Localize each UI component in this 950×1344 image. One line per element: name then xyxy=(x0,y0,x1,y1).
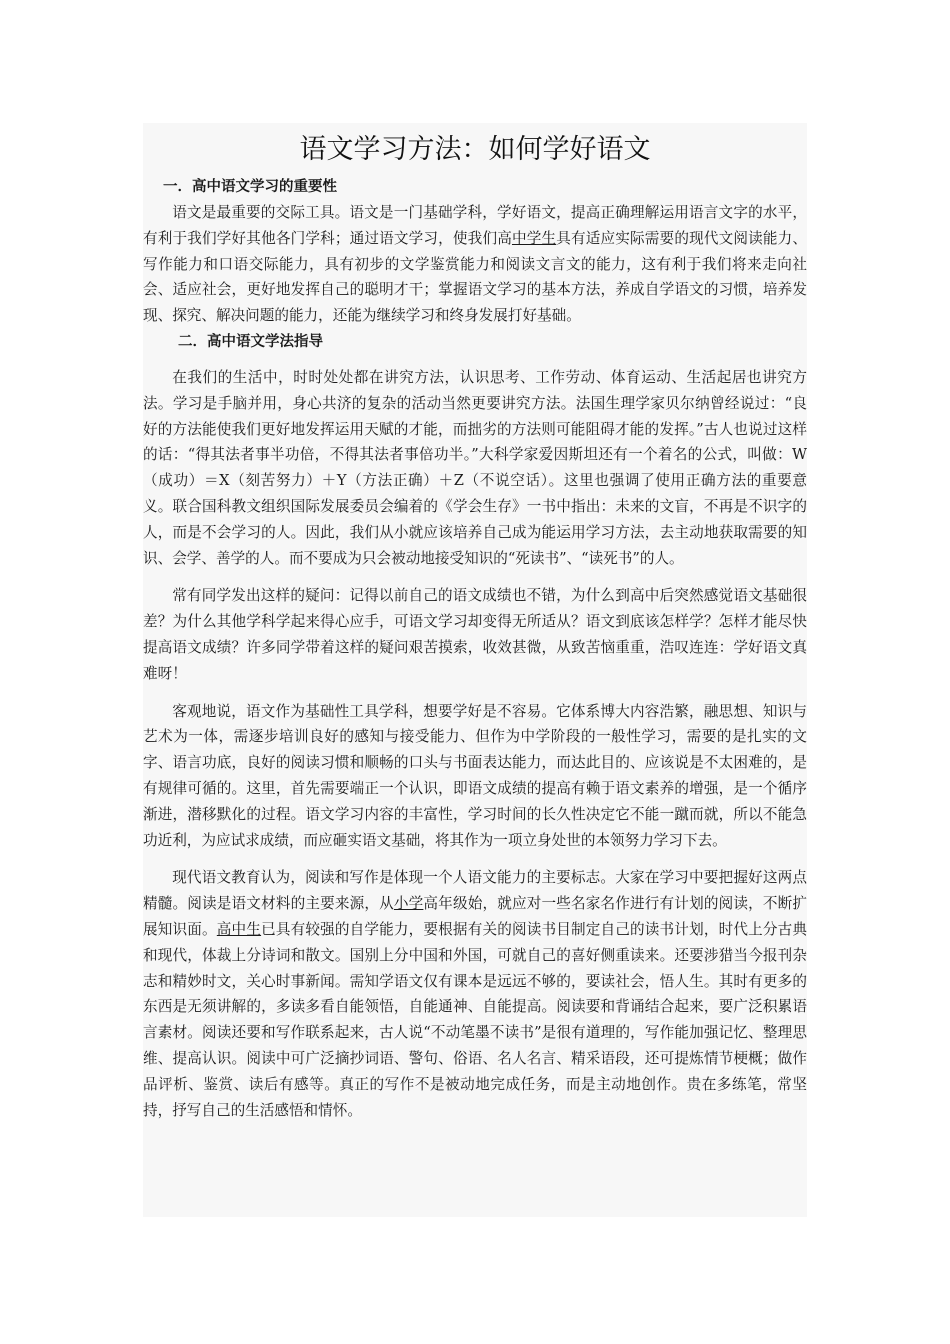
document-title: 语文学习方法：如何学好语文 xyxy=(299,134,651,165)
paragraph-text: 已具有较强的自学能力，要根据有关的阅读书目制定自己的读书计划，时代上分古典和现代，体裁上分诗词和散文。国别上分中国和外国，可就自己的喜好侧重读来。还要涉猎当今报刊杂志和精妙时文，关心时事新闻。需知学语文仅有课本是远远不够的，要读社会，悟人生。其时有更多的东西是无须讲解的，多读多看自能领悟，自能通神、自能提高。阅读要和背诵结合起来，要广泛积累语言素材。阅读还要和写作联系起来，古人说“不动笔墨不读书”是很有道理的，写作能加强记忆、整理思维、提高认识。阅读中可广泛摘抄词语、警句、俗语、名人名言、精采语段，还可提炼情节梗概；做作品评析、鉴赏、读后有感等。真正的写作不是被动地完成任务，而是主动地创作。贵在多练笔，常坚持，抒写自己的生活感悟和情怀。 xyxy=(143,920,807,1119)
paragraph-importance xyxy=(143,200,807,329)
link-middle-school-student[interactable]: 中学生 xyxy=(511,229,557,247)
section-heading-importance: 一．高中语文学习的重要性 xyxy=(163,179,337,195)
paragraph-method: 在我们的生活中，时时处处都在讲究方法，认识思考、工作劳动、体育运动、生活起居也讲究方法。学习是手脑并用，身心共济的复杂的活动当然更要讲究方法。法国生理学家贝尔纳曾经说过：“良好的方法能使我们更好地发挥运用天赋的才能，而拙劣的方法则可能阻碍才能的发挥。”古人也说过这样的话：“得其法者事半功倍，不得其法者事倍功半。”大科学家爱因斯坦还有一个着名的公式，叫做：W（成功）＝X（刻苦努力）＋Y（方法正确）＋Z（不说空话）。这里也强调了使用正确方法的重要意义。联合国科教文组织国际发展委员会编着的《学会生存》一书中指出：未来的文盲，不再是不识字的人，而是不会学习的人。因此，我们从小就应该培养自己成为能运用学习方法，去主动地获取需要的知识、会学、善学的人。而不要成为只会被动地接受知识的“死读书”、“读死书”的人。 xyxy=(143,368,807,567)
paragraph-text: 语文是最重要的交际工具。语文是一门基础学科，学好语文，提高正确理解运用语言文字的水平，有利于我们学好其他各门学科；通过语文学习，使我们高 xyxy=(143,204,807,247)
paragraph-questions: 常有同学发出这样的疑问：记得以前自己的语文成绩也不错，为什么到高中后突然感觉语文基础很差？为什么其他学科学起来得心应手，可语文学习却变得无所适从？语文到底该怎样学？怎样才能尽快提高语文成绩？许多同学带着这样的疑问艰苦摸索，收效甚微，从致苦恼重重，浩叹连连：学好语文真难呀！ xyxy=(143,587,807,682)
section-heading-method-guide: 二．高中语文学法指导 xyxy=(178,333,323,350)
link-primary-school[interactable]: 小学 xyxy=(393,895,424,913)
document-content xyxy=(143,130,807,1123)
paragraph-text: 高年级始，就应对一些名家名作进行有计划的阅读，不断扩展知识面。 xyxy=(143,895,807,938)
paragraph-text: 具有适应实际需要的现代文阅读能力、写作能力和口语交际能力，具有初步的文学鉴赏能力和阅读文言文的能力，这有利于我们将来走向社会、适应社会，更好地发挥自己的聪明才干；掌握语文学习的基本方法，养成自学语文的习惯，培养发现、探究、解决问题的能力，还能为继续学习和终身发展打好基础。 xyxy=(143,229,807,325)
paragraph-text: 现代语文教育认为，阅读和写作是体现一个人语文能力的主要标志。大家在学习中要把握好这两点精髓。阅读是语文材料的主要来源，从 xyxy=(143,869,807,913)
paragraph-objective: 客观地说，语文作为基础性工具学科，想要学好是不容易。它体系博大内容浩繁，融思想、知识与艺术为一体，需逐步培训良好的感知与接受能力、但作为中学阶段的一般性学习，需要的是扎实的文字、语言功底，良好的阅读习惯和顺畅的口头与书面表达能力，而达此目的、应该说是不太困难的，是有规律可循的。这里，首先需要端正一个认识，即语文成绩的提高有赖于语文素养的增强，是一个循序渐进，潜移默化的过程。语文学习内容的丰富性，学习时间的长久性决定它不能一蹴而就，所以不能急功近利，为应试求成绩，而应砸实语文基础，将其作为一项立身处世的本领努力学习下去。 xyxy=(143,702,807,849)
paragraph-reading-writing xyxy=(143,865,807,1123)
link-high-school-student[interactable]: 高中生 xyxy=(216,920,262,938)
